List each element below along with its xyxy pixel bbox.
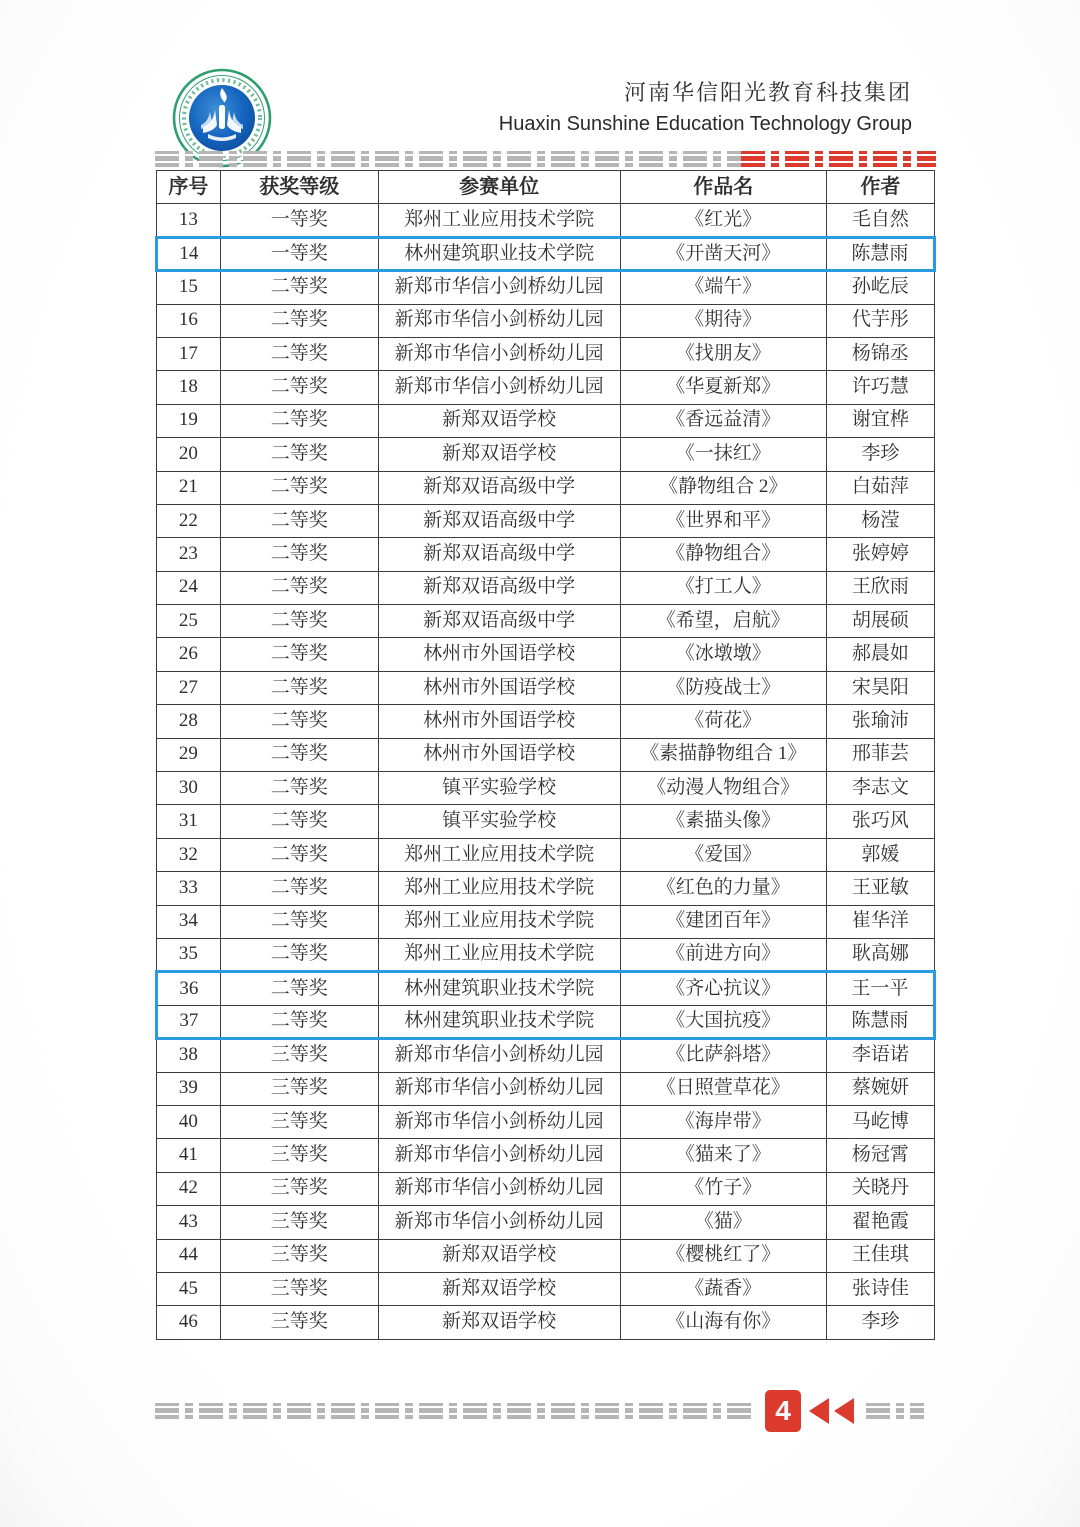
header-row bbox=[157, 171, 935, 204]
company-header bbox=[499, 76, 912, 136]
cell-unit: 新郑双语高级中学 bbox=[378, 571, 620, 604]
cell-unit: 新郑双语学校 bbox=[378, 1306, 620, 1339]
cell-work: 《猫》 bbox=[620, 1206, 826, 1239]
cell-award: 二等奖 bbox=[220, 972, 378, 1005]
cell-no: 17 bbox=[157, 337, 221, 370]
cell-no: 29 bbox=[157, 738, 221, 771]
cell-award: 二等奖 bbox=[220, 371, 378, 404]
cell-unit: 林州建筑职业技术学院 bbox=[378, 972, 620, 1005]
cell-no: 35 bbox=[157, 938, 221, 971]
cell-award: 三等奖 bbox=[220, 1139, 378, 1172]
cell-author: 李珍 bbox=[826, 1306, 934, 1339]
cell-unit: 林州建筑职业技术学院 bbox=[378, 1005, 620, 1038]
cell-no: 37 bbox=[157, 1005, 221, 1038]
cell-unit: 新郑市华信小剑桥幼儿园 bbox=[378, 1139, 620, 1172]
cell-no: 42 bbox=[157, 1172, 221, 1205]
cell-author: 关晓丹 bbox=[826, 1172, 934, 1205]
cell-unit: 林州市外国语学校 bbox=[378, 671, 620, 704]
cell-author: 蔡婉妍 bbox=[826, 1072, 934, 1105]
cell-work: 《红光》 bbox=[620, 204, 826, 237]
cell-work: 《荷花》 bbox=[620, 705, 826, 738]
left-arrow-icon bbox=[834, 1398, 854, 1424]
cell-award: 二等奖 bbox=[220, 538, 378, 571]
table-row bbox=[157, 1272, 935, 1305]
table-row bbox=[157, 404, 935, 437]
cell-work: 《建团百年》 bbox=[620, 905, 826, 938]
cell-work: 《日照萱草花》 bbox=[620, 1072, 826, 1105]
cell-work: 《猫来了》 bbox=[620, 1139, 826, 1172]
cell-author: 耿高娜 bbox=[826, 938, 934, 971]
cell-author: 杨滢 bbox=[826, 504, 934, 537]
cell-award: 三等奖 bbox=[220, 1039, 378, 1072]
table-row bbox=[157, 738, 935, 771]
cell-award: 二等奖 bbox=[220, 638, 378, 671]
cell-award: 二等奖 bbox=[220, 504, 378, 537]
table-row bbox=[157, 1172, 935, 1205]
cell-work: 《香远益清》 bbox=[620, 404, 826, 437]
cell-unit: 新郑双语学校 bbox=[378, 438, 620, 471]
table-row bbox=[157, 237, 935, 270]
cell-no: 20 bbox=[157, 438, 221, 471]
cell-author: 邢菲芸 bbox=[826, 738, 934, 771]
table-row bbox=[157, 972, 935, 1005]
column-header: 获奖等级 bbox=[220, 171, 378, 204]
table-row bbox=[157, 772, 935, 805]
cell-no: 46 bbox=[157, 1306, 221, 1339]
bottom-decorative-strip bbox=[155, 1394, 925, 1426]
cell-award: 二等奖 bbox=[220, 571, 378, 604]
cell-author: 许巧慧 bbox=[826, 371, 934, 404]
cell-award: 二等奖 bbox=[220, 705, 378, 738]
cell-author: 李志文 bbox=[826, 772, 934, 805]
cell-work: 《山海有你》 bbox=[620, 1306, 826, 1339]
cell-unit: 新郑市华信小剑桥幼儿园 bbox=[378, 271, 620, 304]
table-row bbox=[157, 571, 935, 604]
cell-work: 《动漫人物组合》 bbox=[620, 772, 826, 805]
column-header: 作品名 bbox=[620, 171, 826, 204]
table-row bbox=[157, 1105, 935, 1138]
cell-author: 张诗佳 bbox=[826, 1272, 934, 1305]
column-header: 作者 bbox=[826, 171, 934, 204]
cell-work: 《爱国》 bbox=[620, 838, 826, 871]
cell-work: 《素描头像》 bbox=[620, 805, 826, 838]
cell-author: 张婷婷 bbox=[826, 538, 934, 571]
cell-unit: 林州市外国语学校 bbox=[378, 738, 620, 771]
cell-award: 二等奖 bbox=[220, 838, 378, 871]
cell-author: 胡展硕 bbox=[826, 605, 934, 638]
cell-work: 《蔬香》 bbox=[620, 1272, 826, 1305]
table-row bbox=[157, 1072, 935, 1105]
table-row bbox=[157, 1239, 935, 1272]
cell-award: 三等奖 bbox=[220, 1105, 378, 1138]
cell-author: 郝晨如 bbox=[826, 638, 934, 671]
cell-work: 《静物组合》 bbox=[620, 538, 826, 571]
page-number-badge: 4 bbox=[765, 1390, 801, 1432]
cell-award: 二等奖 bbox=[220, 605, 378, 638]
cell-work: 《希望，启航》 bbox=[620, 605, 826, 638]
cell-work: 《防疫战士》 bbox=[620, 671, 826, 704]
cell-author: 陈慧雨 bbox=[826, 237, 934, 270]
cell-unit: 新郑双语高级中学 bbox=[378, 538, 620, 571]
cell-unit: 镇平实验学校 bbox=[378, 805, 620, 838]
cell-author: 王欣雨 bbox=[826, 571, 934, 604]
cell-unit: 新郑市华信小剑桥幼儿园 bbox=[378, 371, 620, 404]
cell-unit: 新郑双语高级中学 bbox=[378, 471, 620, 504]
cell-award: 二等奖 bbox=[220, 938, 378, 971]
cell-work: 《樱桃红了》 bbox=[620, 1239, 826, 1272]
cell-unit: 新郑市华信小剑桥幼儿园 bbox=[378, 304, 620, 337]
table-row bbox=[157, 638, 935, 671]
cell-award: 二等奖 bbox=[220, 337, 378, 370]
cell-no: 39 bbox=[157, 1072, 221, 1105]
table-row bbox=[157, 538, 935, 571]
cell-award: 一等奖 bbox=[220, 237, 378, 270]
strip-pattern-gray bbox=[866, 1403, 924, 1419]
cell-author: 翟艳霞 bbox=[826, 1206, 934, 1239]
left-arrow-icon bbox=[809, 1398, 829, 1424]
cell-unit: 新郑双语学校 bbox=[378, 1239, 620, 1272]
cell-unit: 新郑市华信小剑桥幼儿园 bbox=[378, 1172, 620, 1205]
cell-unit: 新郑双语高级中学 bbox=[378, 605, 620, 638]
cell-work: 《大国抗疫》 bbox=[620, 1005, 826, 1038]
cell-unit: 郑州工业应用技术学院 bbox=[378, 872, 620, 905]
cell-no: 19 bbox=[157, 404, 221, 437]
cell-author: 谢宜桦 bbox=[826, 404, 934, 437]
company-name-cn: 河南华信阳光教育科技集团 bbox=[623, 80, 912, 105]
cell-unit: 郑州工业应用技术学院 bbox=[378, 938, 620, 971]
cell-unit: 郑州工业应用技术学院 bbox=[378, 838, 620, 871]
cell-no: 16 bbox=[157, 304, 221, 337]
cell-no: 44 bbox=[157, 1239, 221, 1272]
cell-award: 三等奖 bbox=[220, 1306, 378, 1339]
table-row bbox=[157, 671, 935, 704]
cell-work: 《静物组合 2》 bbox=[620, 471, 826, 504]
cell-award: 二等奖 bbox=[220, 772, 378, 805]
cell-work: 《齐心抗议》 bbox=[620, 972, 826, 1005]
cell-author: 王亚敏 bbox=[826, 872, 934, 905]
cell-unit: 新郑市华信小剑桥幼儿园 bbox=[378, 1072, 620, 1105]
cell-award: 二等奖 bbox=[220, 738, 378, 771]
table-row bbox=[157, 1139, 935, 1172]
cell-no: 43 bbox=[157, 1206, 221, 1239]
table-row bbox=[157, 705, 935, 738]
cell-no: 31 bbox=[157, 805, 221, 838]
cell-author: 陈慧雨 bbox=[826, 1005, 934, 1038]
awards-table-body bbox=[157, 204, 935, 1339]
cell-work: 《打工人》 bbox=[620, 571, 826, 604]
cell-unit: 新郑市华信小剑桥幼儿园 bbox=[378, 1105, 620, 1138]
cell-no: 34 bbox=[157, 905, 221, 938]
cell-author: 代芋彤 bbox=[826, 304, 934, 337]
cell-no: 22 bbox=[157, 504, 221, 537]
cell-work: 《开凿天河》 bbox=[620, 237, 826, 270]
cell-work: 《红色的力量》 bbox=[620, 872, 826, 905]
cell-author: 王佳琪 bbox=[826, 1239, 934, 1272]
cell-award: 二等奖 bbox=[220, 404, 378, 437]
table-row bbox=[157, 504, 935, 537]
cell-no: 40 bbox=[157, 1105, 221, 1138]
cell-unit: 林州市外国语学校 bbox=[378, 638, 620, 671]
table-row bbox=[157, 872, 935, 905]
cell-award: 二等奖 bbox=[220, 905, 378, 938]
table-row bbox=[157, 905, 935, 938]
cell-unit: 林州建筑职业技术学院 bbox=[378, 237, 620, 270]
awards-table-header bbox=[157, 171, 935, 204]
cell-work: 《端午》 bbox=[620, 271, 826, 304]
cell-award: 二等奖 bbox=[220, 671, 378, 704]
table-row bbox=[157, 1039, 935, 1072]
cell-unit: 新郑市华信小剑桥幼儿园 bbox=[378, 1039, 620, 1072]
cell-no: 33 bbox=[157, 872, 221, 905]
cell-no: 30 bbox=[157, 772, 221, 805]
table-row bbox=[157, 371, 935, 404]
table-row bbox=[157, 438, 935, 471]
cell-award: 二等奖 bbox=[220, 471, 378, 504]
cell-award: 二等奖 bbox=[220, 1005, 378, 1038]
cell-work: 《期待》 bbox=[620, 304, 826, 337]
cell-no: 23 bbox=[157, 538, 221, 571]
cell-work: 《竹子》 bbox=[620, 1172, 826, 1205]
cell-work: 《海岸带》 bbox=[620, 1105, 826, 1138]
cell-author: 毛自然 bbox=[826, 204, 934, 237]
cell-award: 三等奖 bbox=[220, 1172, 378, 1205]
cell-no: 27 bbox=[157, 671, 221, 704]
cell-no: 18 bbox=[157, 371, 221, 404]
cell-author: 孙屹辰 bbox=[826, 271, 934, 304]
table-row bbox=[157, 938, 935, 971]
table-row bbox=[157, 1306, 935, 1339]
cell-author: 崔华洋 bbox=[826, 905, 934, 938]
cell-unit: 林州市外国语学校 bbox=[378, 705, 620, 738]
table-row bbox=[157, 805, 935, 838]
cell-award: 二等奖 bbox=[220, 438, 378, 471]
table-row bbox=[157, 1005, 935, 1038]
strip-pattern-gray bbox=[155, 1403, 753, 1419]
cell-author: 张瑜沛 bbox=[826, 705, 934, 738]
table-row bbox=[157, 471, 935, 504]
cell-award: 二等奖 bbox=[220, 304, 378, 337]
cell-author: 马屹博 bbox=[826, 1105, 934, 1138]
cell-award: 三等奖 bbox=[220, 1072, 378, 1105]
table-row bbox=[157, 605, 935, 638]
cell-author: 宋昊阳 bbox=[826, 671, 934, 704]
cell-award: 三等奖 bbox=[220, 1239, 378, 1272]
cell-award: 三等奖 bbox=[220, 1272, 378, 1305]
cell-unit: 郑州工业应用技术学院 bbox=[378, 905, 620, 938]
cell-author: 李语诺 bbox=[826, 1039, 934, 1072]
company-name-en: Huaxin Sunshine Education Technology Group bbox=[498, 113, 912, 135]
cell-no: 32 bbox=[157, 838, 221, 871]
cell-no: 36 bbox=[157, 972, 221, 1005]
cell-award: 二等奖 bbox=[220, 271, 378, 304]
cell-unit: 新郑双语学校 bbox=[378, 404, 620, 437]
awards-table bbox=[155, 170, 936, 1340]
table-row bbox=[157, 838, 935, 871]
table-row bbox=[157, 204, 935, 237]
cell-work: 《一抹红》 bbox=[620, 438, 826, 471]
cell-unit: 新郑市华信小剑桥幼儿园 bbox=[378, 337, 620, 370]
cell-author: 王一平 bbox=[826, 972, 934, 1005]
cell-work: 《前进方向》 bbox=[620, 938, 826, 971]
cell-no: 26 bbox=[157, 638, 221, 671]
table-row bbox=[157, 337, 935, 370]
cell-no: 24 bbox=[157, 571, 221, 604]
cell-author: 李珍 bbox=[826, 438, 934, 471]
prev-page-arrows-icon bbox=[809, 1398, 854, 1424]
cell-work: 《华夏新郑》 bbox=[620, 371, 826, 404]
table-row bbox=[157, 1206, 935, 1239]
cell-unit: 郑州工业应用技术学院 bbox=[378, 204, 620, 237]
cell-award: 二等奖 bbox=[220, 872, 378, 905]
cell-work: 《冰墩墩》 bbox=[620, 638, 826, 671]
cell-unit: 新郑双语高级中学 bbox=[378, 504, 620, 537]
table-row bbox=[157, 304, 935, 337]
column-header: 参赛单位 bbox=[378, 171, 620, 204]
strip-pattern-gray bbox=[155, 151, 741, 167]
cell-award: 三等奖 bbox=[220, 1206, 378, 1239]
cell-no: 41 bbox=[157, 1139, 221, 1172]
cell-work: 《找朋友》 bbox=[620, 337, 826, 370]
cell-no: 28 bbox=[157, 705, 221, 738]
cell-award: 二等奖 bbox=[220, 805, 378, 838]
strip-pattern-red bbox=[741, 151, 936, 167]
cell-unit: 镇平实验学校 bbox=[378, 772, 620, 805]
table-row bbox=[157, 271, 935, 304]
cell-author: 杨冠霄 bbox=[826, 1139, 934, 1172]
cell-no: 21 bbox=[157, 471, 221, 504]
cell-work: 《比萨斜塔》 bbox=[620, 1039, 826, 1072]
cell-no: 45 bbox=[157, 1272, 221, 1305]
cell-author: 郭媛 bbox=[826, 838, 934, 871]
cell-no: 15 bbox=[157, 271, 221, 304]
cell-no: 25 bbox=[157, 605, 221, 638]
cell-unit: 新郑双语学校 bbox=[378, 1272, 620, 1305]
cell-no: 14 bbox=[157, 237, 221, 270]
cell-award: 一等奖 bbox=[220, 204, 378, 237]
cell-work: 《世界和平》 bbox=[620, 504, 826, 537]
cell-work: 《素描静物组合 1》 bbox=[620, 738, 826, 771]
top-decorative-strip bbox=[155, 150, 936, 167]
cell-unit: 新郑市华信小剑桥幼儿园 bbox=[378, 1206, 620, 1239]
column-header: 序号 bbox=[157, 171, 221, 204]
cell-no: 38 bbox=[157, 1039, 221, 1072]
cell-no: 13 bbox=[157, 204, 221, 237]
cell-author: 杨锦丞 bbox=[826, 337, 934, 370]
cell-author: 张巧风 bbox=[826, 805, 934, 838]
cell-author: 白茹萍 bbox=[826, 471, 934, 504]
